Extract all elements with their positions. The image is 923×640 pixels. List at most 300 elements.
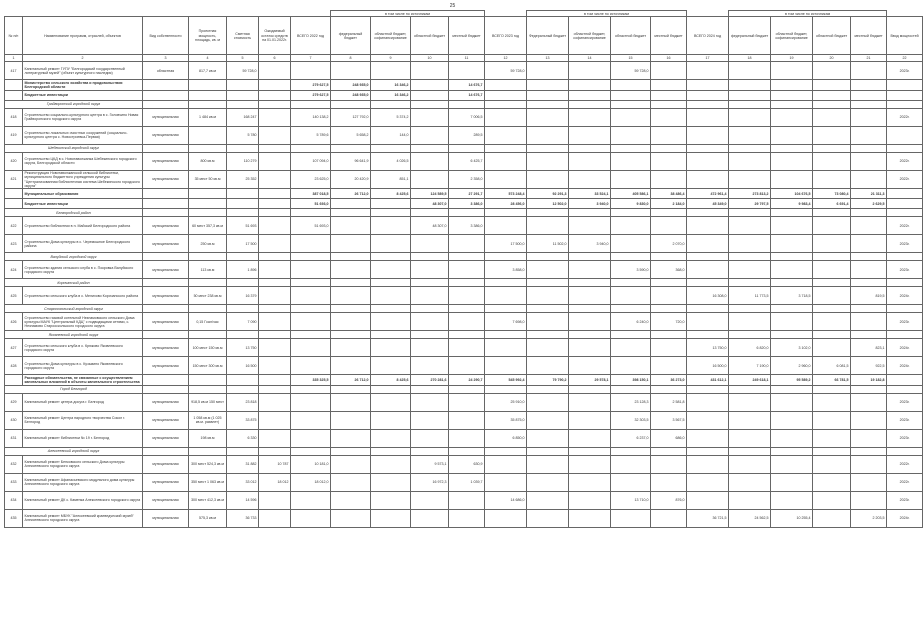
cell-value — [851, 90, 887, 100]
cell-value: 79 790,2 — [527, 375, 569, 385]
cell-value — [371, 429, 411, 447]
cell-value — [371, 261, 411, 279]
cell-value: 6 330 — [227, 429, 259, 447]
cell-value — [259, 261, 291, 279]
table-row — [5, 429, 923, 447]
column-number: 22 — [887, 55, 923, 62]
cell-value — [887, 199, 923, 209]
column-number: 2 — [23, 55, 143, 62]
cell-value: 25 910,0 — [485, 393, 527, 411]
empty-cell — [189, 253, 227, 261]
empty-cell — [851, 305, 887, 313]
cell-value: 2023г. — [887, 313, 923, 331]
column-number: 10 — [411, 55, 449, 62]
cell-value — [687, 108, 729, 126]
empty-cell — [259, 144, 291, 152]
cell-value — [449, 509, 485, 527]
empty-cell — [771, 331, 813, 339]
cell-value: 686,0 — [651, 429, 687, 447]
header-labels-row — [5, 17, 923, 55]
empty-cell — [527, 100, 569, 108]
cell-value: 38 486,4 — [651, 189, 687, 199]
empty-cell — [687, 385, 729, 393]
empty-cell — [143, 253, 189, 261]
cell-value — [729, 217, 771, 235]
cell-value — [291, 313, 331, 331]
empty-cell — [259, 385, 291, 393]
subtotal-row — [5, 199, 923, 209]
page-number: 25 — [449, 3, 456, 9]
empty-cell — [851, 209, 887, 217]
empty-cell — [259, 279, 291, 287]
cell-value — [771, 235, 813, 253]
cell-value: 21 311,3 — [851, 189, 887, 199]
cell-value — [527, 393, 569, 411]
cell-value: 6 237,0 — [611, 429, 651, 447]
cell-value — [411, 108, 449, 126]
empty-cell — [291, 100, 331, 108]
cell-value — [291, 357, 331, 375]
column-number: 13 — [527, 55, 569, 62]
cell-value: 29 578,1 — [569, 375, 611, 385]
cell-value — [485, 339, 527, 357]
section-title: Белгородский район — [5, 209, 143, 217]
cell-value — [411, 152, 449, 170]
empty-cell — [259, 331, 291, 339]
empty-cell — [371, 279, 411, 287]
cell-value — [189, 90, 227, 100]
cell-value — [527, 217, 569, 235]
cell-value: 9 983,4 — [771, 199, 813, 209]
empty-cell — [569, 331, 611, 339]
cell-value — [331, 62, 371, 80]
section-row — [5, 253, 923, 261]
empty-cell — [371, 447, 411, 455]
empty-cell — [227, 253, 259, 261]
cell-value: 26 712,0 — [331, 189, 371, 199]
cell-value — [771, 217, 813, 235]
empty-cell — [813, 331, 851, 339]
column-header: Федеральный бюджет — [527, 17, 569, 55]
cell-value: 5 789,6 — [291, 126, 331, 144]
cell-value: 18 012 — [259, 473, 291, 491]
column-header: местный бюджет — [651, 17, 687, 55]
row-number: 424 — [5, 261, 23, 279]
cell-value: 73 080,4 — [813, 189, 851, 199]
cell-value — [331, 393, 371, 411]
empty-cell — [851, 100, 887, 108]
column-header: ВСЕГО 2023 год — [485, 17, 527, 55]
cell-value — [291, 62, 331, 80]
cell-value — [611, 287, 651, 305]
section-row — [5, 144, 923, 152]
cell-value: 2022г. — [887, 170, 923, 189]
empty-cell — [651, 385, 687, 393]
cell-value — [227, 375, 259, 385]
cell-value — [411, 509, 449, 527]
empty-cell — [259, 209, 291, 217]
header-numbers-row — [5, 55, 923, 62]
empty-cell — [371, 385, 411, 393]
cell-value — [687, 217, 729, 235]
cell-value: 14 676,7 — [449, 90, 485, 100]
section-row — [5, 331, 923, 339]
empty-cell — [259, 100, 291, 108]
cell-value: 14 676,7 — [449, 80, 485, 90]
row-number: 419 — [5, 126, 23, 144]
cell-value — [851, 455, 887, 473]
object-name: Министерство сельского хозяйства и продовольствия Белгородской области — [23, 80, 143, 90]
column-number: 11 — [449, 55, 485, 62]
empty-cell — [851, 279, 887, 287]
cell-value: 273 813,2 — [729, 189, 771, 199]
table-row — [5, 455, 923, 473]
cell-value: 5 658,2 — [331, 126, 371, 144]
cell-value — [851, 235, 887, 253]
cell-value — [771, 313, 813, 331]
cell-value — [611, 217, 651, 235]
cell-value — [611, 509, 651, 527]
subtotal-row — [5, 189, 923, 199]
cell-value: 2022г. — [887, 217, 923, 235]
cell-value — [851, 217, 887, 235]
cell-value — [291, 509, 331, 527]
row-number — [5, 375, 23, 385]
cell-value — [651, 357, 687, 375]
cell-value: муниципальная — [143, 126, 189, 144]
cell-value: 279 627,5 — [291, 90, 331, 100]
cell-value — [813, 62, 851, 80]
cell-value: муниципальная — [143, 170, 189, 189]
cell-value — [143, 189, 189, 199]
empty-cell — [887, 331, 923, 339]
column-number: 1 — [5, 55, 23, 62]
cell-value — [449, 357, 485, 375]
cell-value — [687, 90, 729, 100]
row-number — [5, 80, 23, 90]
column-header: областной бюджет — [611, 17, 651, 55]
empty-cell — [411, 253, 449, 261]
empty-cell — [485, 144, 527, 152]
cell-value: 350 мест 1 063 кв.м — [189, 473, 227, 491]
empty-cell — [331, 209, 371, 217]
cell-value — [813, 126, 851, 144]
cell-value — [411, 339, 449, 357]
cell-value — [687, 126, 729, 144]
cell-value — [411, 429, 449, 447]
cell-value: 2 581,8 — [651, 393, 687, 411]
column-number: 20 — [813, 55, 851, 62]
cell-value: 3 590,0 — [611, 261, 651, 279]
cell-value — [331, 491, 371, 509]
cell-value: 6 691,4 — [813, 199, 851, 209]
empty-cell — [771, 305, 813, 313]
cell-value — [887, 375, 923, 385]
cell-value — [371, 62, 411, 80]
section-row — [5, 209, 923, 217]
empty-cell — [813, 253, 851, 261]
cell-value: 2023г. — [887, 429, 923, 447]
column-header: Ожидаемый остаток средств на 01.01.2022г. — [259, 17, 291, 55]
cell-value — [813, 90, 851, 100]
empty-cell — [729, 144, 771, 152]
cell-value — [611, 455, 651, 473]
row-number: 420 — [5, 152, 23, 170]
empty-cell — [227, 279, 259, 287]
cell-value: 11 773,5 — [729, 287, 771, 305]
empty-cell — [527, 209, 569, 217]
column-number: 5 — [227, 55, 259, 62]
column-header: федеральный бюджет — [331, 17, 371, 55]
table-row — [5, 235, 923, 253]
cell-value — [813, 455, 851, 473]
column-number: 6 — [259, 55, 291, 62]
cell-value — [527, 473, 569, 491]
cell-value — [449, 411, 485, 429]
cell-value — [729, 170, 771, 189]
section-title: Алексеевский городской округ — [5, 447, 143, 455]
cell-value — [259, 108, 291, 126]
object-name: Капитальный ремонт библиотеки № 19 г. Белгород — [23, 429, 143, 447]
cell-value: 51 693,0 — [291, 199, 331, 209]
cell-value — [569, 473, 611, 491]
section-title: Валуйский городской округ — [5, 253, 143, 261]
cell-value: 36 721,5 — [687, 509, 729, 527]
cell-value — [771, 62, 813, 80]
cell-value — [259, 235, 291, 253]
cell-value: муниципальная — [143, 429, 189, 447]
empty-cell — [611, 209, 651, 217]
empty-cell — [331, 305, 371, 313]
empty-cell — [331, 144, 371, 152]
cell-value — [651, 80, 687, 90]
cell-value: 2 629,5 — [851, 199, 887, 209]
cell-value: 2023г. — [887, 261, 923, 279]
cell-value — [485, 80, 527, 90]
empty-cell — [227, 144, 259, 152]
section-title: Город Белгород — [5, 385, 143, 393]
cell-value — [411, 170, 449, 189]
cell-value — [331, 509, 371, 527]
cell-value: 398 150,1 — [611, 375, 651, 385]
cell-value: 2 358,0 — [449, 170, 485, 189]
cell-value — [259, 189, 291, 199]
empty-cell — [411, 209, 449, 217]
table-row — [5, 261, 923, 279]
empty-cell — [527, 279, 569, 287]
column-number: 15 — [611, 55, 651, 62]
cell-value: областная — [143, 62, 189, 80]
cell-value — [411, 90, 449, 100]
empty-cell — [527, 144, 569, 152]
object-name: Строительство локальных очистных сооружений (социально-культурного центра с. Новостроевка-Первая) — [23, 126, 143, 144]
cell-value: 10 181,0 — [291, 455, 331, 473]
cell-value — [259, 152, 291, 170]
cell-value — [227, 199, 259, 209]
empty-cell — [371, 253, 411, 261]
column-header: Вид собственности — [143, 17, 189, 55]
cell-value — [527, 491, 569, 509]
empty-cell — [143, 144, 189, 152]
cell-value — [569, 170, 611, 189]
empty-cell — [813, 385, 851, 393]
cell-value — [729, 108, 771, 126]
cell-value: 19 182,8 — [851, 375, 887, 385]
empty-cell — [887, 209, 923, 217]
cell-value — [411, 62, 449, 80]
cell-value — [729, 393, 771, 411]
cell-value — [189, 126, 227, 144]
cell-value — [331, 261, 371, 279]
cell-value: 3 940,0 — [569, 235, 611, 253]
cell-value — [851, 80, 887, 90]
cell-value — [331, 287, 371, 305]
row-number — [5, 189, 23, 199]
cell-value — [569, 339, 611, 357]
cell-value — [259, 339, 291, 357]
cell-value — [569, 126, 611, 144]
cell-value — [687, 80, 729, 90]
cell-value: 33 012 — [227, 473, 259, 491]
row-number: 426 — [5, 313, 23, 331]
object-name: Строительство сельского клуба в с. Крюково Яковлевского городского округа — [23, 339, 143, 357]
cell-value — [771, 491, 813, 509]
cell-value — [851, 411, 887, 429]
cell-value — [527, 429, 569, 447]
empty-cell — [569, 385, 611, 393]
cell-value — [371, 393, 411, 411]
cell-value: 300 мест 412,3 кв.м — [189, 491, 227, 509]
header-group-2023: в том числе по источникам — [527, 11, 687, 17]
column-number: 19 — [771, 55, 813, 62]
cell-value — [259, 509, 291, 527]
cell-value — [611, 357, 651, 375]
empty-cell — [527, 305, 569, 313]
cell-value — [371, 455, 411, 473]
empty-cell — [449, 100, 485, 108]
cell-value: 335 325,5 — [291, 375, 331, 385]
cell-value — [527, 170, 569, 189]
cell-value — [729, 152, 771, 170]
object-name: Реконструкция Новотаволжанской сельской библиотеки, муниципального бюджетного учреждения культуры "Централизованная библиотечная система Шебекинского городского округа" — [23, 170, 143, 189]
cell-value — [331, 235, 371, 253]
cell-value — [611, 126, 651, 144]
empty-cell — [651, 447, 687, 455]
cell-value: 14 686,0 — [485, 491, 527, 509]
cell-value — [371, 235, 411, 253]
cell-value: 851,1 — [371, 170, 411, 189]
cell-value — [569, 80, 611, 90]
cell-value — [813, 393, 851, 411]
cell-value: 59 728,0 — [611, 62, 651, 80]
cell-value: муниципальная — [143, 339, 189, 357]
cell-value — [771, 473, 813, 491]
section-row — [5, 100, 923, 108]
cell-value — [569, 217, 611, 235]
cell-value: муниципальная — [143, 491, 189, 509]
empty-cell — [771, 279, 813, 287]
column-number: 4 — [189, 55, 227, 62]
cell-value — [651, 152, 687, 170]
cell-value: 1 039,7 — [449, 473, 485, 491]
cell-value: 922,5 — [851, 357, 887, 375]
empty-cell — [227, 305, 259, 313]
cell-value: 23 625,0 — [291, 170, 331, 189]
cell-value — [189, 80, 227, 90]
cell-value — [411, 287, 449, 305]
empty-cell — [485, 305, 527, 313]
section-row — [5, 447, 923, 455]
column-header: областной бюджет, софинансирование — [771, 17, 813, 55]
empty-cell — [485, 385, 527, 393]
table-row — [5, 339, 923, 357]
cell-value: 368,0 — [651, 261, 687, 279]
cell-value — [771, 170, 813, 189]
cell-value — [331, 199, 371, 209]
empty-cell — [411, 100, 449, 108]
cell-value — [611, 152, 651, 170]
cell-value — [771, 261, 813, 279]
cell-value — [687, 313, 729, 331]
cell-value — [651, 287, 687, 305]
cell-value: 1 058 кв.м (1 025 кв.м. развлет) — [189, 411, 227, 429]
cell-value — [371, 357, 411, 375]
cell-value — [813, 491, 851, 509]
cell-value — [143, 90, 189, 100]
cell-value: 25 352 — [227, 170, 259, 189]
empty-cell — [851, 253, 887, 261]
cell-value: 2024г. — [887, 339, 923, 357]
empty-cell — [771, 447, 813, 455]
empty-cell — [887, 447, 923, 455]
cell-value: 800 кв.м — [189, 152, 227, 170]
empty-cell — [259, 305, 291, 313]
empty-cell — [569, 100, 611, 108]
cell-value: 5 780 — [227, 126, 259, 144]
empty-cell — [611, 279, 651, 287]
empty-cell — [651, 279, 687, 287]
cell-value: 16 500 — [227, 357, 259, 375]
column-number: 17 — [687, 55, 729, 62]
empty-cell — [485, 279, 527, 287]
cell-value: 33 524,1 — [569, 189, 611, 199]
cell-value — [259, 170, 291, 189]
cell-value — [651, 339, 687, 357]
cell-value — [687, 62, 729, 80]
cell-value: 10 787 — [259, 455, 291, 473]
cell-value: 10 255,4 — [771, 509, 813, 527]
cell-value: 7 698,0 — [485, 313, 527, 331]
cell-value: 7 006,5 — [449, 108, 485, 126]
column-number: 21 — [851, 55, 887, 62]
cell-value: 819,5 — [851, 287, 887, 305]
empty-cell — [143, 305, 189, 313]
cell-value — [259, 287, 291, 305]
table-row — [5, 473, 923, 491]
table-row — [5, 491, 923, 509]
cell-value: 817,7 кв.м — [189, 62, 227, 80]
cell-value: 2022г. — [887, 152, 923, 170]
cell-value: 270 281,6 — [411, 375, 449, 385]
cell-value — [485, 108, 527, 126]
cell-value: 1 484 кв.м — [189, 108, 227, 126]
cell-value: 16 972,3 — [411, 473, 449, 491]
cell-value — [813, 339, 851, 357]
cell-value — [851, 108, 887, 126]
empty-cell — [449, 447, 485, 455]
cell-value — [259, 393, 291, 411]
empty-cell — [449, 144, 485, 152]
